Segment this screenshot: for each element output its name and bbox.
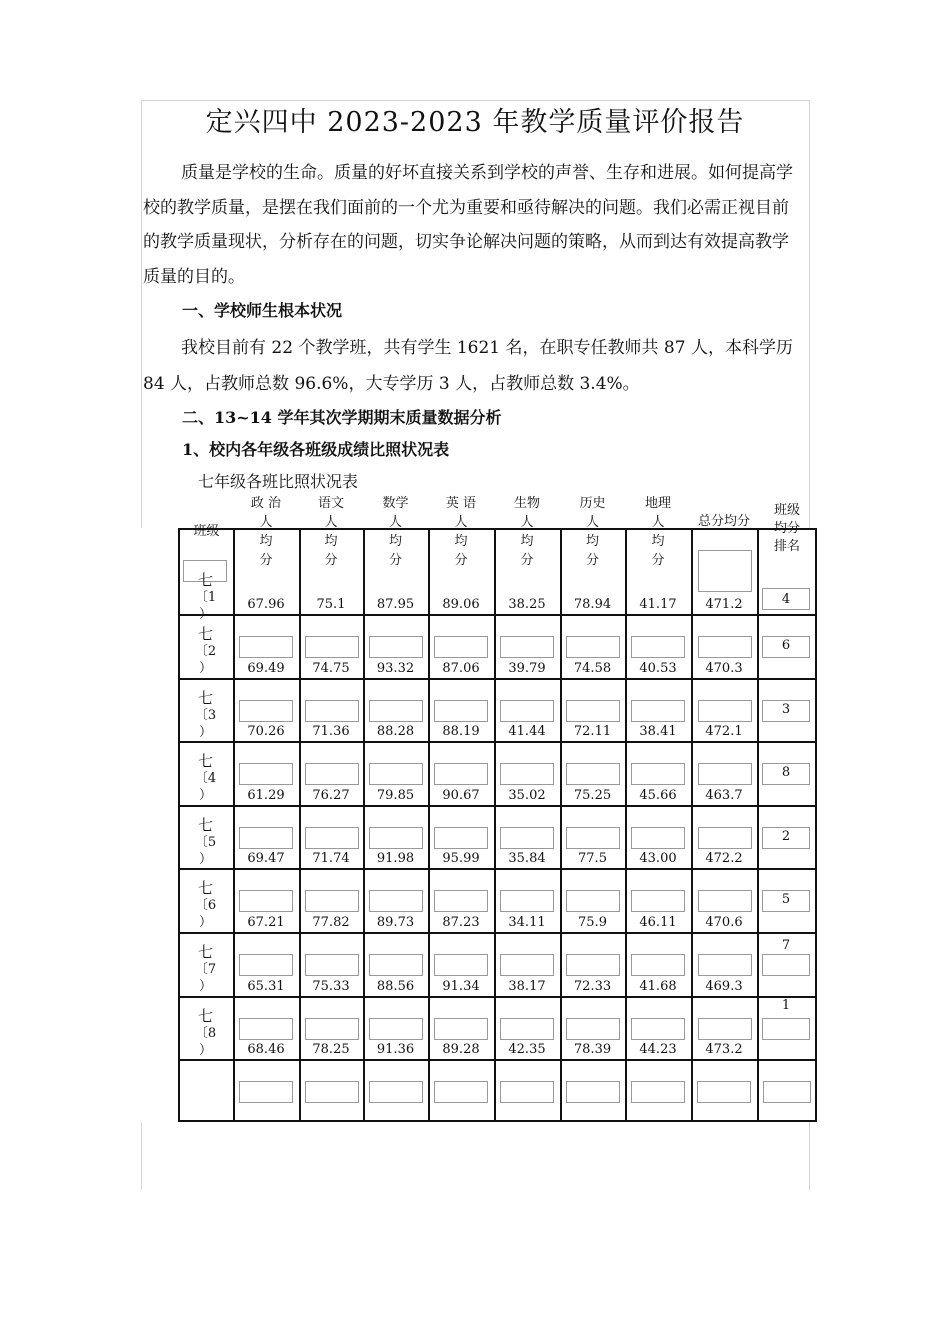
total-value: 469.3	[705, 979, 743, 994]
empty-input-box[interactable]	[500, 1081, 554, 1103]
subject-suffix: 分	[259, 553, 273, 568]
class-label-part: 七	[197, 625, 213, 643]
class-label-part: ）	[198, 852, 212, 867]
page-frame-right-bottom	[809, 1122, 810, 1190]
table-col-line	[299, 528, 301, 1122]
page-frame-left	[141, 100, 142, 528]
table-row-line	[178, 932, 817, 934]
score-value: 69.47	[247, 851, 285, 866]
score-value: 71.36	[312, 724, 350, 739]
class-label	[178, 753, 233, 804]
page-title: 定兴四中 2023-2023 年教学质量评价报告	[205, 107, 745, 138]
score-input-box[interactable]	[631, 763, 685, 785]
score-input-box[interactable]	[239, 636, 293, 658]
class-label-part: 〔8	[194, 1026, 217, 1041]
rank-header-line: 班级	[773, 503, 800, 518]
score-input-box[interactable]	[369, 763, 423, 785]
total-input-box[interactable]	[698, 954, 752, 976]
score-input-box[interactable]	[566, 890, 620, 912]
page-frame-left-bottom	[141, 1122, 142, 1190]
subject-name: 历史	[579, 496, 606, 511]
section2-heading: 二、13~14 学年其次学期期末质量数据分析	[182, 408, 502, 427]
score-input-box[interactable]	[305, 700, 359, 722]
total-input-box[interactable]	[698, 890, 752, 912]
header-subject-3	[428, 494, 494, 570]
score-value: 77.5	[578, 851, 607, 866]
score-input-box[interactable]	[500, 636, 554, 658]
section1-paragraph	[143, 330, 803, 402]
rank-value: 6	[781, 638, 791, 653]
score-value: 88.56	[376, 979, 415, 994]
score-input-box[interactable]	[369, 1018, 423, 1040]
class-label-part: 七	[197, 943, 213, 961]
intro-text: 质量是学校的生命。质量的好坏直接关系到学校的声誉、生存和进展。如何提高学校的教学质量，是摆在我们面前的一个尤为重要和亟待解决的问题。我们必需正视目前的教学质量现状，分析存在的问题，切实争论解决问题的策略，从而到达有效提高教学质量的目的。	[143, 163, 793, 287]
class-label-part: 七	[197, 752, 213, 770]
score-input-box[interactable]	[566, 636, 620, 658]
page-frame-right	[809, 100, 810, 528]
score-value: 78.39	[573, 1042, 612, 1057]
score-input-box[interactable]	[500, 890, 554, 912]
class-label-part: 〔1	[194, 590, 217, 605]
score-value: 35.02	[508, 788, 546, 803]
header-subject-0	[233, 494, 299, 570]
comparison-table	[178, 496, 817, 1122]
score-value: 65.31	[247, 979, 285, 994]
table-col-line	[494, 528, 496, 1122]
rank-value: 4	[781, 592, 791, 607]
subject-suffix: 均	[259, 534, 273, 549]
score-value: 45.66	[639, 788, 677, 803]
class-label	[178, 880, 233, 931]
total-input-box[interactable]	[698, 636, 752, 658]
subject-suffix: 均	[324, 534, 338, 549]
header-class: 班级	[193, 524, 220, 539]
subject-suffix: 均	[585, 534, 599, 549]
table-col-line	[560, 528, 562, 1122]
subject-suffix: 均	[520, 534, 534, 549]
empty-input-box[interactable]	[369, 1081, 423, 1103]
score-input-box[interactable]	[239, 700, 293, 722]
score-input-box[interactable]	[566, 700, 620, 722]
table-col-line	[757, 528, 759, 1122]
score-value: 78.94	[573, 597, 612, 612]
score-input-box[interactable]	[239, 954, 293, 976]
score-value: 91.98	[376, 851, 415, 866]
table-col-line	[363, 528, 365, 1122]
rank-input-box[interactable]	[762, 954, 810, 976]
score-input-box[interactable]	[305, 763, 359, 785]
header-subject-2	[363, 494, 428, 570]
total-input-box[interactable]	[698, 1018, 752, 1040]
subject-suffix: 人	[324, 515, 338, 530]
class-label	[178, 944, 233, 995]
subject-suffix: 人	[454, 515, 468, 530]
total-value: 472.2	[705, 851, 743, 866]
score-value: 90.67	[442, 788, 480, 803]
rank-value: 7	[781, 938, 791, 953]
score-value: 41.44	[508, 724, 546, 739]
rank-value: 2	[781, 829, 791, 844]
total-input-box[interactable]	[698, 827, 752, 849]
score-input-box[interactable]	[369, 700, 423, 722]
score-input-box[interactable]	[434, 700, 488, 722]
class-label-part: 七	[197, 571, 213, 589]
score-input-box[interactable]	[500, 954, 554, 976]
class-label-part: 七	[197, 816, 213, 834]
score-input-box[interactable]	[631, 890, 685, 912]
score-value: 38.25	[508, 597, 546, 612]
score-input-box[interactable]	[239, 890, 293, 912]
score-input-box[interactable]	[369, 954, 423, 976]
class-label-part: 〔7	[194, 962, 217, 977]
empty-input-box[interactable]	[763, 1081, 811, 1103]
subject-suffix: 分	[651, 553, 665, 568]
subject-suffix: 分	[585, 553, 599, 568]
score-input-box[interactable]	[631, 954, 685, 976]
score-input-box[interactable]	[566, 954, 620, 976]
empty-input-box[interactable]	[239, 1081, 293, 1103]
total-input-box[interactable]	[698, 763, 752, 785]
score-value: 76.27	[312, 788, 350, 803]
table-row-line	[178, 678, 817, 680]
subject-name: 生物	[513, 496, 540, 511]
class-label-part: 〔6	[194, 898, 217, 913]
subject-suffix: 人	[259, 515, 273, 530]
score-input-box[interactable]	[566, 763, 620, 785]
score-input-box[interactable]	[500, 827, 554, 849]
table-row-line	[178, 614, 817, 616]
score-value: 88.19	[442, 724, 480, 739]
score-value: 91.34	[442, 979, 480, 994]
class-label-part: ）	[198, 915, 212, 930]
score-value: 75.9	[578, 915, 607, 930]
class-label	[178, 817, 233, 868]
score-input-box[interactable]	[631, 700, 685, 722]
score-value: 87.06	[442, 661, 480, 676]
class-label-part: ）	[198, 725, 212, 740]
class-label-part: ）	[198, 607, 212, 622]
total-value: 472.1	[705, 724, 743, 739]
subject-suffix: 均	[388, 534, 402, 549]
header-subject-6	[625, 494, 691, 570]
score-input-box[interactable]	[434, 763, 488, 785]
subject-name: 语文	[317, 496, 344, 511]
score-input-box[interactable]	[305, 827, 359, 849]
score-input-box[interactable]	[500, 763, 554, 785]
score-input-box[interactable]	[369, 636, 423, 658]
class-label-part: 七	[197, 879, 213, 897]
class-label-part: 〔3	[194, 708, 217, 723]
rank-input-box[interactable]	[762, 1018, 810, 1040]
empty-input-box[interactable]	[434, 1081, 488, 1103]
header-rank	[757, 502, 817, 556]
score-value: 35.84	[508, 851, 546, 866]
rank-value: 1	[781, 998, 791, 1013]
score-value: 67.96	[247, 597, 285, 612]
class-label-part: 七	[197, 1007, 213, 1025]
subject-suffix: 分	[520, 553, 534, 568]
score-value: 93.32	[376, 661, 415, 676]
class-label-part: ）	[198, 788, 212, 803]
score-input-box[interactable]	[305, 890, 359, 912]
header-total: 总分均分	[697, 514, 750, 529]
subject-name: 数学	[382, 496, 409, 511]
class-label-part: 〔2	[194, 644, 217, 659]
subject-suffix: 人	[585, 515, 599, 530]
table-col-line	[428, 528, 430, 1122]
score-input-box[interactable]	[434, 636, 488, 658]
score-input-box[interactable]	[239, 827, 293, 849]
total-value: 471.2	[705, 597, 743, 612]
score-input-box[interactable]	[631, 636, 685, 658]
class-label-part: ）	[198, 661, 212, 676]
score-input-box[interactable]	[434, 1018, 488, 1040]
subject-suffix: 均	[651, 534, 665, 549]
table-row-line	[178, 868, 817, 870]
score-value: 61.29	[247, 788, 285, 803]
class-label	[178, 626, 233, 677]
score-input-box[interactable]	[434, 890, 488, 912]
score-value: 87.95	[376, 597, 415, 612]
subject-suffix: 分	[324, 553, 338, 568]
empty-input-box[interactable]	[697, 1081, 751, 1103]
subject-suffix: 分	[388, 553, 402, 568]
header-subject-1	[299, 494, 363, 570]
intro-paragraph	[143, 156, 803, 294]
score-value: 34.11	[508, 915, 546, 930]
score-value: 72.11	[573, 724, 612, 739]
score-value: 46.11	[639, 915, 677, 930]
rank-header-line: 排名	[773, 539, 800, 554]
header-subject-4	[494, 494, 560, 570]
score-value: 41.68	[639, 979, 677, 994]
score-input-box[interactable]	[239, 1018, 293, 1040]
rank-value: 3	[781, 702, 791, 717]
rank-value: 5	[781, 892, 791, 907]
score-value: 41.17	[639, 597, 677, 612]
total-value: 470.6	[705, 915, 743, 930]
score-value: 43.00	[639, 851, 677, 866]
empty-input-box[interactable]	[305, 1081, 359, 1103]
total-value: 463.7	[705, 788, 743, 803]
score-value: 71.74	[312, 851, 350, 866]
score-value: 95.99	[442, 851, 480, 866]
subject-suffix: 人	[651, 515, 665, 530]
class-label-part: 〔4	[194, 771, 217, 786]
score-input-box[interactable]	[305, 954, 359, 976]
table-caption: 七年级各班比照状况表	[198, 472, 359, 491]
rank-value: 8	[781, 765, 791, 780]
section1-text: 我校目前有 22 个教学班，共有学生 1621 名，在职专任教师共 87 人，本科学历 84 人，占教师总数 96.6%，大专学历 3 人，占教师总数 3.4%。	[143, 338, 793, 394]
subject-name: 政 治	[250, 496, 282, 511]
score-input-box[interactable]	[631, 827, 685, 849]
section1-heading: 一、学校师生根本状况	[182, 301, 343, 320]
score-value: 91.36	[376, 1042, 415, 1057]
score-input-box[interactable]	[369, 827, 423, 849]
score-value: 44.23	[639, 1042, 677, 1057]
score-value: 77.82	[312, 915, 350, 930]
subject-name: 英 语	[445, 496, 477, 511]
section2-subheading: 1、校内各年级各班级成绩比照状况表	[182, 440, 450, 459]
class-label-part: 〔5	[194, 835, 217, 850]
score-input-box[interactable]	[369, 890, 423, 912]
subject-name: 地理	[644, 496, 671, 511]
class-label	[178, 1008, 233, 1059]
table-row-line	[178, 741, 817, 743]
table-col-line	[691, 528, 693, 1122]
score-value: 75.33	[312, 979, 350, 994]
total-input-box[interactable]	[698, 550, 752, 592]
score-value: 69.49	[247, 661, 285, 676]
table-row-line	[178, 1120, 817, 1122]
class-label-part: ）	[198, 979, 212, 994]
class-label-part: ）	[198, 1043, 212, 1058]
score-input-box[interactable]	[566, 827, 620, 849]
table-col-line	[625, 528, 627, 1122]
score-input-box[interactable]	[434, 827, 488, 849]
table-row-line	[178, 1059, 817, 1061]
subject-suffix: 人	[520, 515, 534, 530]
score-value: 89.28	[442, 1042, 480, 1057]
total-value: 470.3	[705, 661, 743, 676]
score-input-box[interactable]	[305, 636, 359, 658]
table-col-line	[815, 528, 817, 1122]
header-subject-5	[560, 494, 625, 570]
table-row-line	[178, 996, 817, 998]
subject-suffix: 人	[388, 515, 402, 530]
score-value: 42.35	[508, 1042, 546, 1057]
subject-suffix: 均	[454, 534, 468, 549]
score-input-box[interactable]	[566, 1018, 620, 1040]
subject-suffix: 分	[454, 553, 468, 568]
empty-input-box[interactable]	[631, 1081, 685, 1103]
score-value: 75.25	[573, 788, 612, 803]
class-label	[178, 690, 233, 741]
score-value: 75.1	[316, 597, 346, 612]
score-value: 87.23	[442, 915, 480, 930]
score-input-box[interactable]	[305, 1018, 359, 1040]
rank-header-line: 均分	[773, 521, 800, 536]
table-col-line	[233, 528, 235, 1122]
score-value: 70.26	[247, 724, 285, 739]
score-value: 39.79	[508, 661, 546, 676]
score-value: 74.75	[312, 661, 350, 676]
score-input-box[interactable]	[500, 1018, 554, 1040]
score-value: 68.46	[247, 1042, 285, 1057]
score-value: 88.28	[376, 724, 415, 739]
score-value: 79.85	[376, 788, 415, 803]
score-value: 89.06	[442, 597, 480, 612]
score-value: 38.17	[508, 979, 546, 994]
score-input-box[interactable]	[434, 954, 488, 976]
score-input-box[interactable]	[239, 763, 293, 785]
total-value: 473.2	[705, 1042, 743, 1057]
empty-input-box[interactable]	[566, 1081, 620, 1103]
score-value: 74.58	[573, 661, 612, 676]
score-value: 72.33	[573, 979, 612, 994]
score-input-box[interactable]	[631, 1018, 685, 1040]
class-label	[178, 572, 233, 623]
table-row-line	[178, 805, 817, 807]
score-value: 89.73	[376, 915, 415, 930]
score-value: 67.21	[247, 915, 285, 930]
score-value: 38.41	[639, 724, 677, 739]
score-value: 78.25	[312, 1042, 350, 1057]
total-input-box[interactable]	[698, 700, 752, 722]
class-label-part: 七	[197, 689, 213, 707]
score-value: 40.53	[639, 661, 677, 676]
score-input-box[interactable]	[500, 700, 554, 722]
